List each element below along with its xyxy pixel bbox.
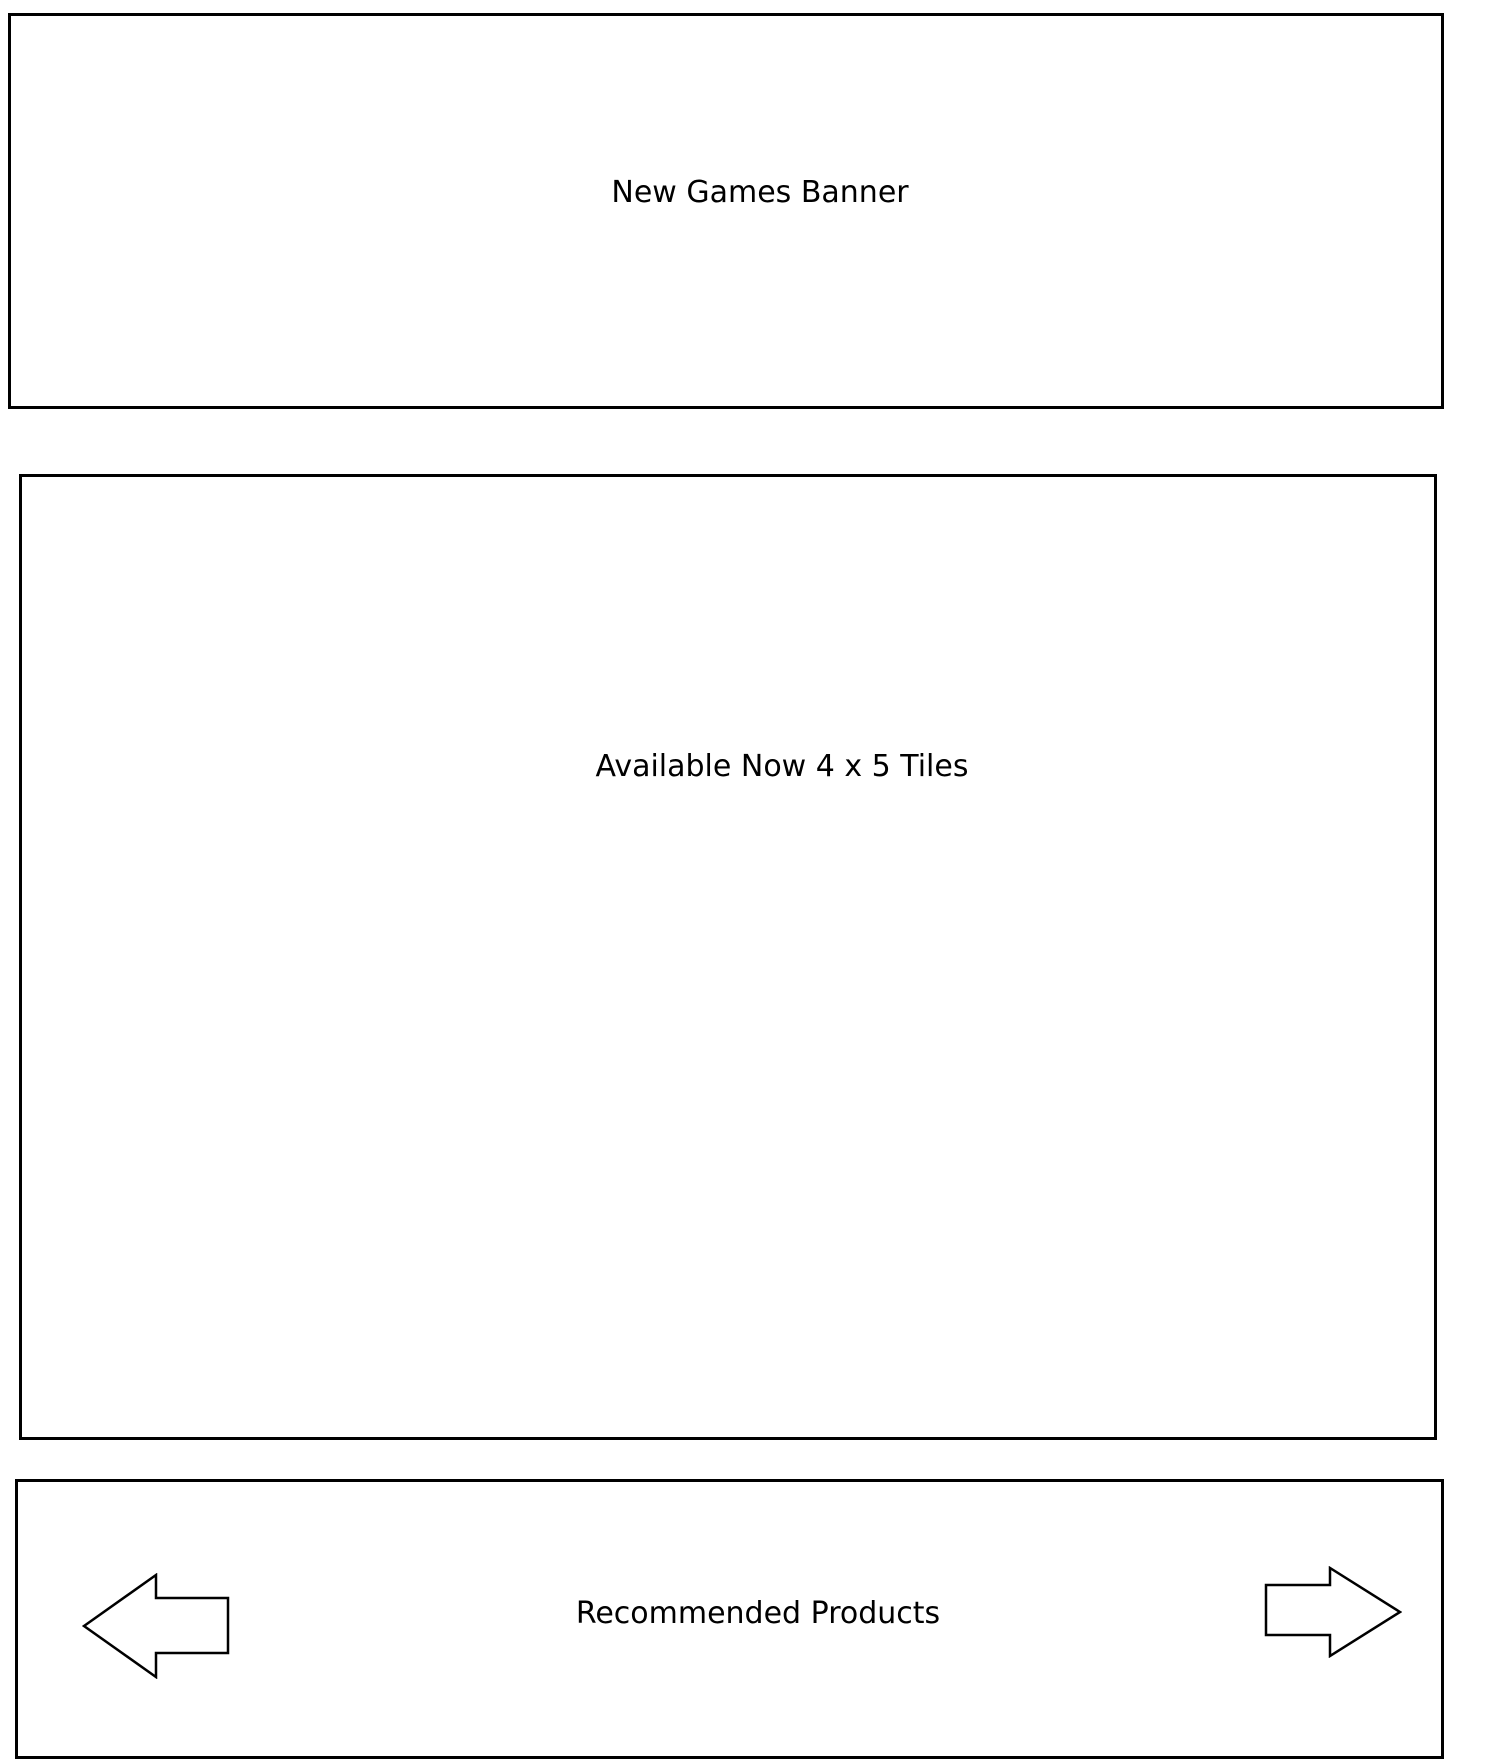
recommended-products (15, 1479, 1444, 1759)
new-games-banner[interactable] (8, 13, 1444, 409)
arrow-left-icon[interactable] (82, 1573, 230, 1679)
new-games-banner-label: New Games Banner (611, 175, 909, 210)
available-now-tiles[interactable] (19, 474, 1437, 1440)
available-now-tiles-label: Available Now 4 x 5 Tiles (595, 749, 969, 784)
recommended-products-label: Recommended Products (575, 1596, 941, 1631)
arrow-right-icon[interactable] (1264, 1566, 1402, 1658)
